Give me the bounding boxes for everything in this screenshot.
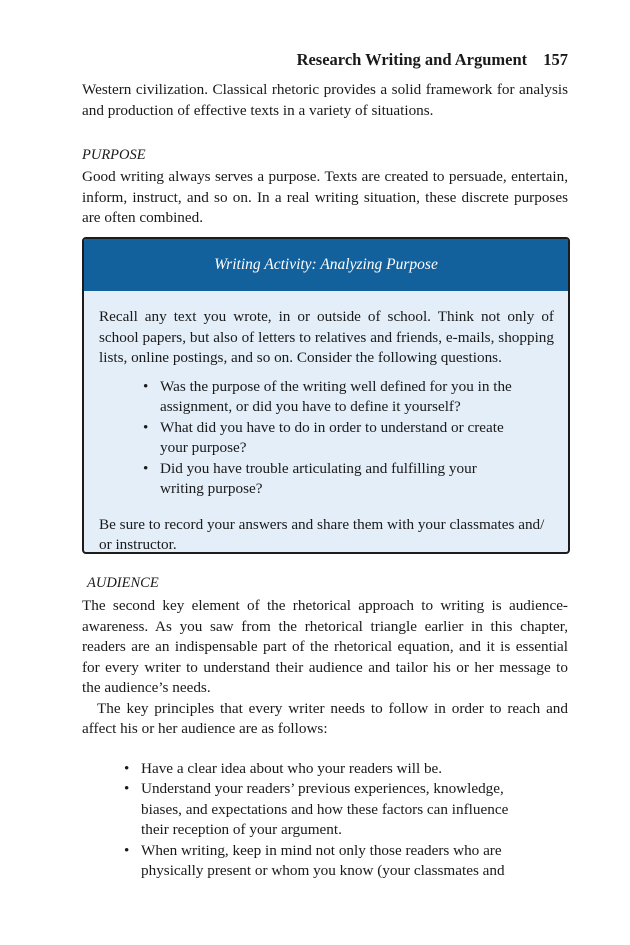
list-item: • Did you have trouble articulating and fulfilling your writing purpose? <box>143 459 477 497</box>
audience-heading: AUDIENCE <box>87 575 159 591</box>
writing-activity-box <box>82 237 570 554</box>
bullet-icon: • <box>124 759 130 777</box>
activity-closing: Be sure to record your answers and share them with your classmates and/ or instructor. <box>99 515 545 553</box>
activity-box-title: Writing Activity: Analyzing Purpose <box>84 239 568 291</box>
list-item: • When writing, keep in mind not only those readers who are physically present or whom you know (your classmates and <box>124 841 505 879</box>
audience-section <box>82 573 568 882</box>
page-number: 157 <box>543 50 568 69</box>
bullet-icon: • <box>124 780 130 797</box>
bullet-icon: • <box>143 377 149 395</box>
bullet-icon: • <box>124 841 130 859</box>
purpose-heading: PURPOSE <box>82 147 146 163</box>
activity-intro: Recall any text you wrote, in or outside of school. Think not only of school papers, but also of letters to relatives and friends, e-mails, shopping lists, online postings, and so on. Consider the following questions. <box>99 308 554 366</box>
activity-questions <box>143 377 523 500</box>
purpose-section <box>82 145 568 229</box>
running-header <box>82 50 568 70</box>
audience-paragraph-2: The key principles that every writer needs to follow in order to reach and affect his or her audience are as follows: <box>82 699 568 737</box>
list-item: • What did you have to do in order to understand or create your purpose? <box>143 418 504 456</box>
intro-block <box>82 80 568 121</box>
list-item: • Was the purpose of the writing well defined for you in the assignment, or did you have to define it yourself? <box>143 377 512 415</box>
list-item: • Have a clear idea about who your readers will be. <box>124 759 524 780</box>
running-header-title: Research Writing and Argument <box>296 50 528 69</box>
activity-box-body <box>99 307 554 554</box>
bullet-icon: • <box>143 418 149 436</box>
intro-paragraph: Western civilization. Classical rhetoric provides a solid framework for analysis and production of effective texts in a variety of situations. <box>82 81 568 119</box>
purpose-paragraph: Good writing always serves a purpose. Texts are created to persuade, entertain, inform, instruct, and so on. In a real writing situation, these discrete purposes are often combined. <box>82 168 568 226</box>
list-item: • Understand your readers’ previous experiences, knowledge, biases, and expectations and how these factors can influence their reception of your argument. <box>124 780 509 838</box>
audience-principles <box>124 759 524 882</box>
bullet-icon: • <box>143 459 149 477</box>
audience-paragraph-1: The second key element of the rhetorical approach to writing is audience-awareness. As you saw from the rhetorical triangle earlier in this chapter, readers are an indispensable part of the rhetorical equation, and it is essential for every writer to understand their audience and tailor his or her message to the audience’s needs. <box>82 597 568 696</box>
